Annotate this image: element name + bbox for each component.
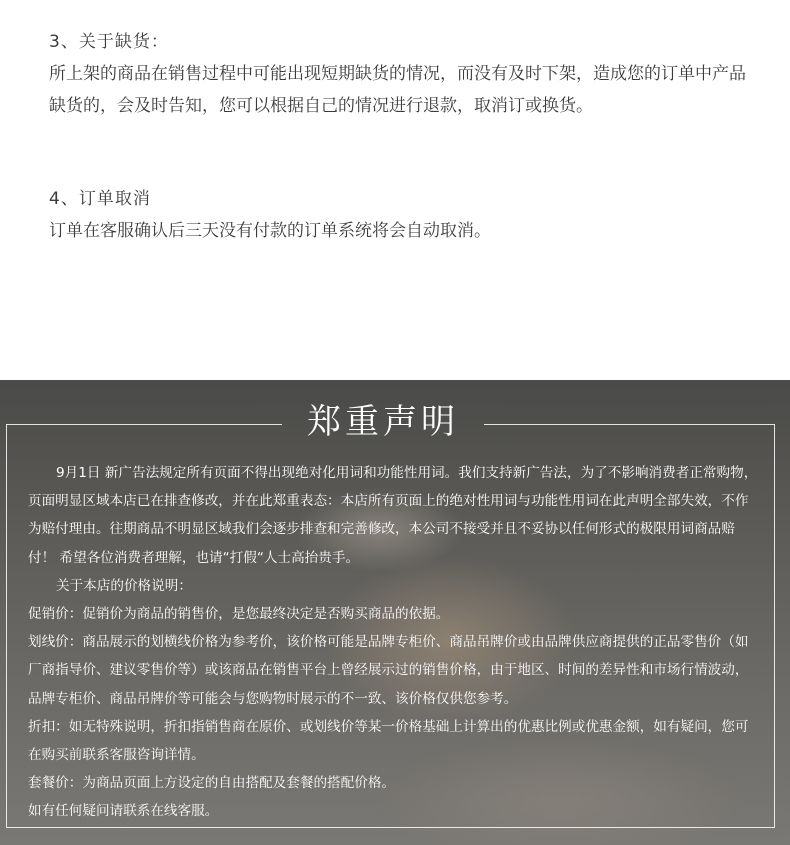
- out-of-stock-heading: 3、关于缺货：: [49, 32, 169, 52]
- strike-price-text: 划线价：商品展示的划横线价格为参考价，该价格可能是品牌专柜价、商品吊牌价或由品牌供应商提供的正品零售价（如厂商指导价、建议零售价等）或该商品在销售平台上曾经展示过的销售价格，由于地区、时间的差异性和市场行情波动，品牌专柜价、商品吊牌价等可能会与您购物时展示的不一致、该价格仅供您参考。: [28, 634, 749, 707]
- policy-section: [0, 0, 790, 380]
- order-cancel-heading: 4、订单取消: [49, 189, 151, 209]
- ad-law-statement: 9月1日 新广告法规定所有页面不得出现绝对化用词和功能性用词。我们支持新广告法，为了不影响消费者正常购物，页面明显区域本店已在排查修改，并在此郑重表态：本店所有页面上的绝对性用词与功能性用词在此声明全部失效，不作为赔付理由。往期商品不明显区域我们会逐步排查和完善修改，本公司不接受并且不妥协以任何形式的极限用词商品赔付！ 希望各位消费者理解，也请“打假“人士高抬贵手。: [28, 465, 758, 566]
- order-cancel-text: 订单在客服确认后三天没有付款的订单系统将会自动取消。: [49, 221, 491, 241]
- declaration-title: 郑重声明: [307, 402, 459, 442]
- promo-price-text: 促销价：促销价为商品的销售价，是您最终决定是否购买商品的依据。: [28, 606, 450, 623]
- discount-text: 折扣：如无特殊说明，折扣指销售商在原价、或划线价等某一价格基础上计算出的优惠比例或优惠金额，如有疑问，您可在购买前联系客服咨询详情。: [28, 718, 749, 764]
- declaration-body: [28, 459, 758, 826]
- contact-service-text: 如有任何疑问请联系在线客服。: [28, 803, 219, 820]
- declaration-panel: [0, 380, 790, 845]
- out-of-stock-text: 所上架的商品在销售过程中可能出现短期缺货的情况，而没有及时下架，造成您的订单中产品缺货的，会及时告知，您可以根据自己的情况进行退款，取消订或换货。: [49, 64, 746, 116]
- package-price-text: 套餐价：为商品页面上方设定的自由搭配及套餐的搭配价格。: [28, 775, 396, 792]
- out-of-stock-section: [49, 26, 749, 122]
- frame-top-line-right: [484, 424, 775, 425]
- price-explanation-heading: 关于本店的价格说明：: [56, 577, 192, 594]
- frame-top-line-left: [6, 424, 282, 425]
- order-cancel-section: [49, 183, 749, 247]
